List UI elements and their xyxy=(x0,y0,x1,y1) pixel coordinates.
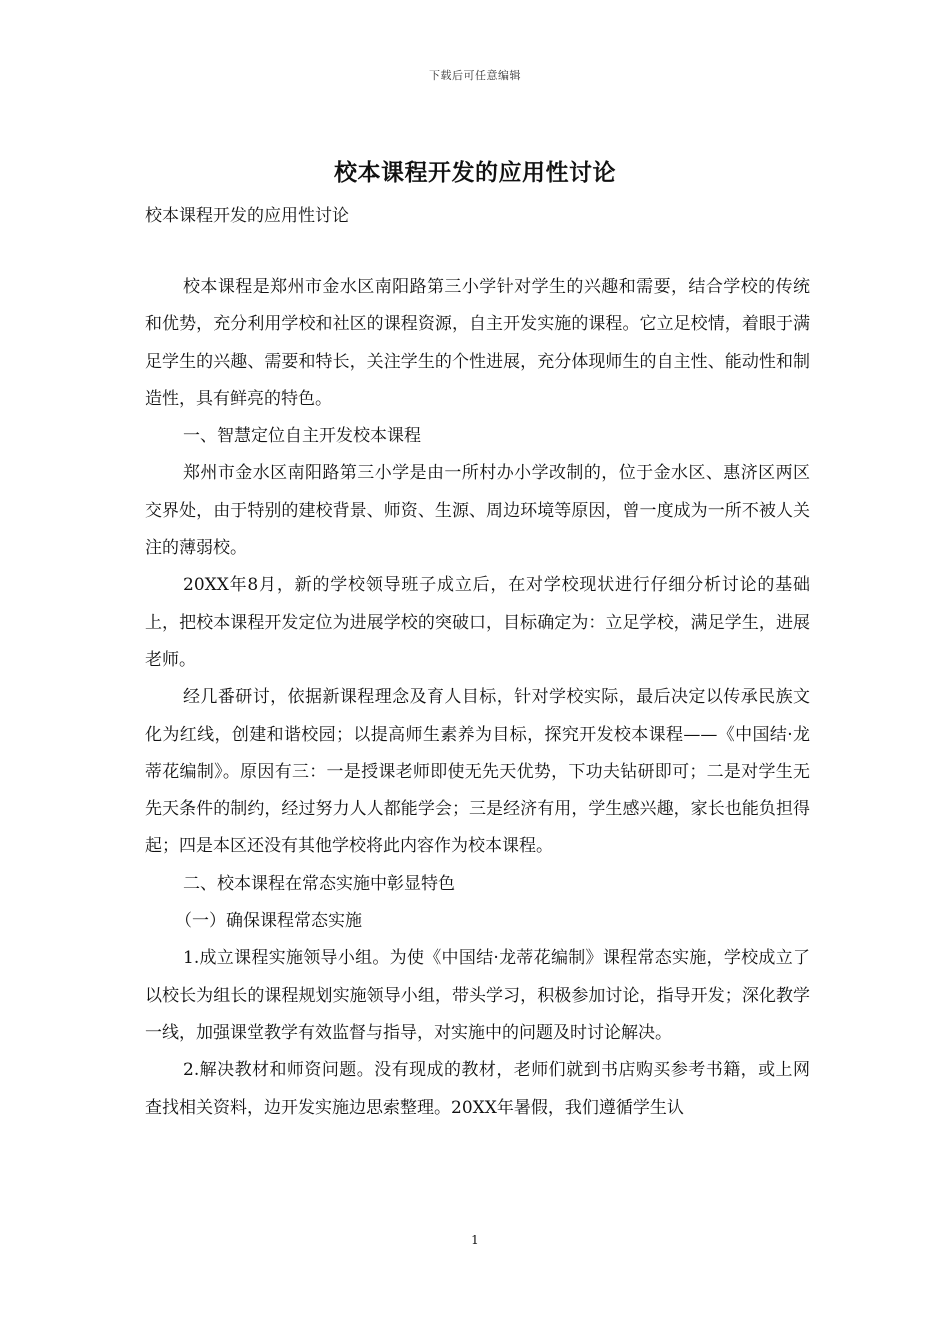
paragraph-school-background: 郑州市金水区南阳路第三小学是由一所村办小学改制的，位于金水区、惠济区两区交界处，由于特别的建校背景、师资、生源、周边环境等原因，曾一度成为一所不被人关注的薄弱校。 xyxy=(145,463,810,559)
page-header-note: 下载后可任意编辑 xyxy=(429,69,521,82)
paragraph-materials-teachers: 2.解决教材和师资问题。没有现成的教材，老师们就到书店购买参考书籍，或上网查找相关资料，边开发实施边思索整理。20XX年暑假，我们遵循学生认 xyxy=(145,1060,810,1118)
subsection-heading-1: （一）确保课程常态实施 xyxy=(175,911,362,932)
section-heading-1: 一、智慧定位自主开发校本课程 xyxy=(183,426,421,447)
document-body xyxy=(145,269,810,1127)
paragraph-course-decision: 经几番研讨，依据新课程理念及育人目标，针对学校实际，最后决定以传承民族文化为红线，创建和谐校园；以提高师生素养为目标，探究开发校本课程——《中国结·龙蒂花编制》。原因有三：一是授课老师即使无先天优势，下功夫钻研即可；二是对学生无先天条件的制约，经过努力人人都能学会；三是经济有用，学生感兴趣，家长也能负担得起；四是本区还没有其他学校将此内容作为校本课程。 xyxy=(145,687,810,857)
paragraph-intro: 校本课程是郑州市金水区南阳路第三小学针对学生的兴趣和需要，结合学校的传统和优势，充分利用学校和社区的课程资源，自主开发实施的课程。它立足校情，着眼于满足学生的兴趣、需要和特长，关注学生的个性进展，充分体现师生的自主性、能动性和制造性，具有鲜亮的特色。 xyxy=(145,277,810,409)
paragraph-new-leadership: 20XX年8月，新的学校领导班子成立后，在对学校现状进行仔细分析讨论的基础上，把校本课程开发定位为进展学校的突破口，目标确定为：立足学校，满足学生，进展老师。 xyxy=(145,575,810,670)
document-subtitle: 校本课程开发的应用性讨论 xyxy=(145,206,349,226)
section-heading-2: 二、校本课程在常态实施中彰显特色 xyxy=(183,873,455,894)
paragraph-leadership-group: 1.成立课程实施领导小组。为使《中国结·龙蒂花编制》课程常态实施，学校成立了以校长为组长的课程规划实施领导小组，带头学习，积极参加讨论，指导开发；深化教学一线，加强课堂教学有效监督与指导，对实施中的问题及时讨论解决。 xyxy=(145,948,810,1043)
document-title: 校本课程开发的应用性讨论 xyxy=(334,159,616,186)
page-number: 1 xyxy=(471,1233,479,1247)
